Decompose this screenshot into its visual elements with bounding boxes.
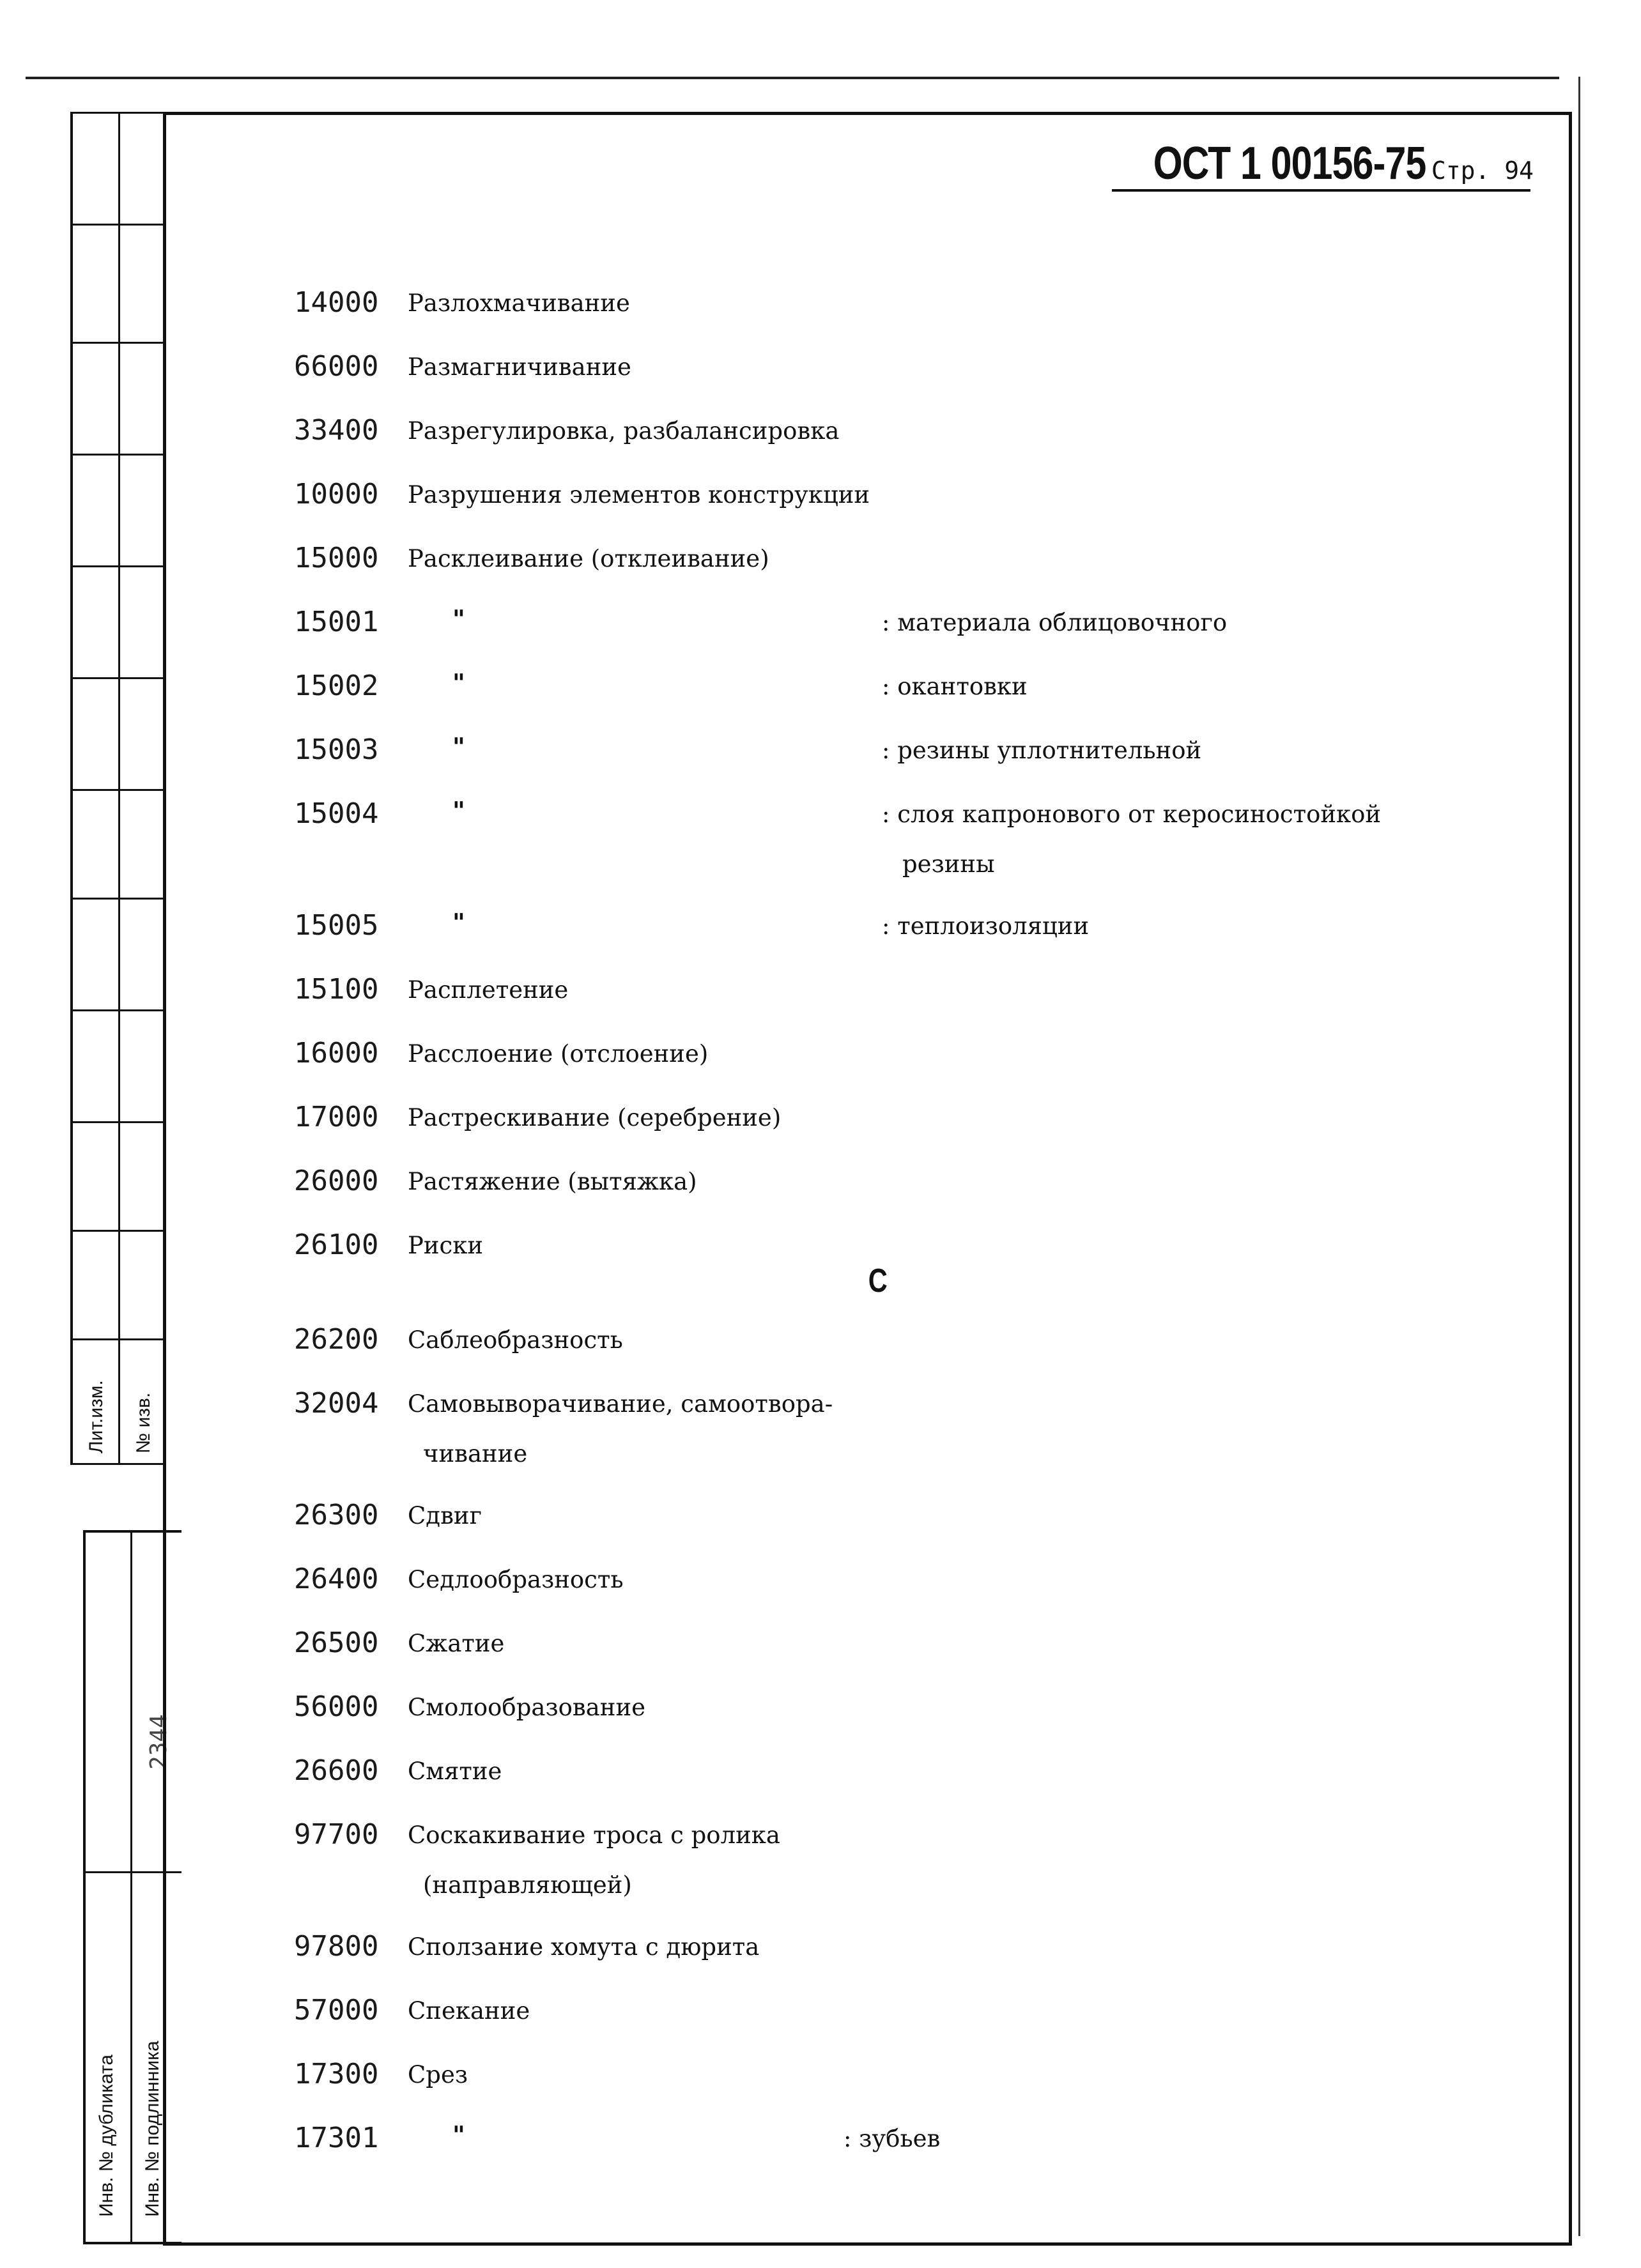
entry-code: 17301 <box>294 2122 379 2154</box>
entry-code: 15001 <box>294 606 379 638</box>
entry-name: Спекание <box>408 1997 530 2025</box>
entry-name: Сползание хомута с дюрита <box>408 1933 760 1961</box>
list-item <box>294 345 1508 409</box>
strip-cell-line <box>70 1009 166 1011</box>
strip-cell-line <box>70 454 166 456</box>
strip-line <box>70 112 73 1463</box>
entry-name: Разрегулировка, разбалансировка <box>408 417 840 445</box>
entry-code: 14000 <box>294 286 379 319</box>
entry-code: 26400 <box>294 1563 379 1595</box>
list-item <box>294 904 1508 968</box>
entry-code: 33400 <box>294 414 379 447</box>
document-code: ОСТ 1 00156-75 <box>1153 138 1426 189</box>
list-item <box>294 1032 1508 1096</box>
entry-name: Расслоение (отслоение) <box>408 1040 709 1068</box>
entry-name: Расплетение <box>408 976 569 1004</box>
strip-cell-line <box>70 789 166 791</box>
entry-name-continued: (направляющей) <box>423 1871 632 1899</box>
inv-podlinnika-label: Инв. № подлинника <box>142 2041 163 2217</box>
ditto-mark: " <box>452 908 465 937</box>
entry-subitem-continued: резины <box>902 850 995 878</box>
list-item <box>294 728 1508 792</box>
list-item <box>294 1382 1508 1494</box>
strip-cell-line <box>70 342 166 344</box>
entry-code: 56000 <box>294 1690 379 1723</box>
list-item <box>294 1749 1508 1813</box>
strip-line <box>118 112 120 1463</box>
list-item <box>294 792 1508 904</box>
entry-code: 26500 <box>294 1627 379 1659</box>
entry-name: Срез <box>408 2061 468 2088</box>
entry-code: 15003 <box>294 733 379 766</box>
entry-code: 10000 <box>294 478 379 510</box>
entry-code: 15002 <box>294 670 379 702</box>
entry-code: 17300 <box>294 2058 379 2090</box>
entry-code: 26200 <box>294 1323 379 1356</box>
top-border-line <box>26 77 1559 79</box>
entry-name: Саблеобразность <box>408 1326 623 1354</box>
entry-code: 15004 <box>294 797 379 830</box>
entry-code: 15000 <box>294 542 379 574</box>
entry-subitem: : слоя капронового от керосиностойкой <box>882 801 1382 828</box>
list-item <box>294 2053 1508 2117</box>
entry-name: Сдвиг <box>408 1502 482 1529</box>
header-underline <box>1112 189 1530 192</box>
strip-cell-line <box>70 1121 166 1123</box>
list-item <box>294 1223 1508 1318</box>
right-border-line <box>1578 77 1580 2236</box>
entry-name-continued: чивание <box>423 1440 528 1467</box>
strip-cell-line <box>70 565 166 567</box>
lit-izm-label: Лит.изм. <box>86 1380 107 1453</box>
list-item <box>294 1813 1508 1925</box>
entry-name: Растрескивание (серебрение) <box>408 1104 782 1131</box>
strip-cell-line <box>70 112 166 114</box>
entry-code: 57000 <box>294 1994 379 2027</box>
entry-code: 16000 <box>294 1037 379 1069</box>
entry-code: 26000 <box>294 1165 379 1197</box>
list-item <box>294 2117 1508 2180</box>
strip-cell-line <box>70 898 166 900</box>
defect-list <box>294 281 1508 2180</box>
entry-subitem: : теплоизоляции <box>882 912 1090 940</box>
inventory-divider <box>130 1533 132 2242</box>
entry-code: 32004 <box>294 1387 379 1420</box>
list-item <box>294 281 1508 345</box>
list-item <box>294 1096 1508 1160</box>
entry-name: Самовыворачивание, самоотвора- <box>408 1390 833 1418</box>
entry-code: 26100 <box>294 1229 379 1261</box>
ditto-mark: " <box>452 732 465 761</box>
entry-subitem: : зубьев <box>844 2125 941 2152</box>
ditto-mark: " <box>452 796 465 825</box>
list-item <box>294 1160 1508 1223</box>
entry-name: Разлохмачивание <box>408 289 630 317</box>
entry-name: Седлообразность <box>408 1566 624 1593</box>
inv-dublikata-label: Инв. № дубликата <box>96 2054 117 2217</box>
entry-subitem: : резины уплотнительной <box>882 737 1202 764</box>
entry-code: 17000 <box>294 1101 379 1133</box>
page-number: Стр. 94 <box>1431 157 1534 185</box>
entry-name: Сжатие <box>408 1630 505 1657</box>
ditto-mark: " <box>452 668 465 697</box>
entry-name: Смятие <box>408 1758 502 1785</box>
entry-name: Разрушения элементов конструкции <box>408 481 870 509</box>
strip-cell-line <box>70 677 166 679</box>
list-item <box>294 1318 1508 1382</box>
entry-code: 97800 <box>294 1930 379 1963</box>
list-item <box>294 1621 1508 1685</box>
inventory-number: 2344 <box>146 1714 172 1770</box>
document-header <box>1093 137 1534 190</box>
entry-name: Смолообразование <box>408 1694 646 1721</box>
strip-cell-line <box>70 1463 166 1465</box>
list-item <box>294 1989 1508 2053</box>
list-item <box>294 1925 1508 1989</box>
section-letter: С <box>868 1262 888 1299</box>
entry-subitem: : материала облицовочного <box>882 609 1228 636</box>
entry-code: 15005 <box>294 909 379 942</box>
entry-code: 66000 <box>294 350 379 383</box>
entry-subitem: : окантовки <box>882 673 1028 700</box>
no-izv-label: № изв. <box>133 1392 154 1453</box>
list-item <box>294 1558 1508 1621</box>
entry-code: 97700 <box>294 1818 379 1851</box>
ditto-mark: " <box>452 604 465 633</box>
strip-cell-line <box>70 1230 166 1232</box>
list-item <box>294 664 1508 728</box>
list-item <box>294 968 1508 1032</box>
list-item <box>294 1494 1508 1558</box>
entry-code: 26300 <box>294 1499 379 1531</box>
list-item <box>294 473 1508 537</box>
list-item <box>294 601 1508 664</box>
list-item <box>294 409 1508 473</box>
ditto-mark: " <box>452 2120 465 2149</box>
list-item <box>294 1685 1508 1749</box>
entry-name: Расклеивание (отклеивание) <box>408 545 769 572</box>
strip-cell-line <box>70 224 166 226</box>
strip-cell-line <box>70 1338 166 1340</box>
list-item <box>294 537 1508 601</box>
entry-name: Соскакивание троса с ролика <box>408 1821 780 1849</box>
entry-name: Растяжение (вытяжка) <box>408 1168 697 1195</box>
entry-code: 26600 <box>294 1754 379 1787</box>
entry-name: Риски <box>408 1232 484 1259</box>
entry-name: Размагничивание <box>408 353 631 381</box>
entry-code: 15100 <box>294 973 379 1006</box>
